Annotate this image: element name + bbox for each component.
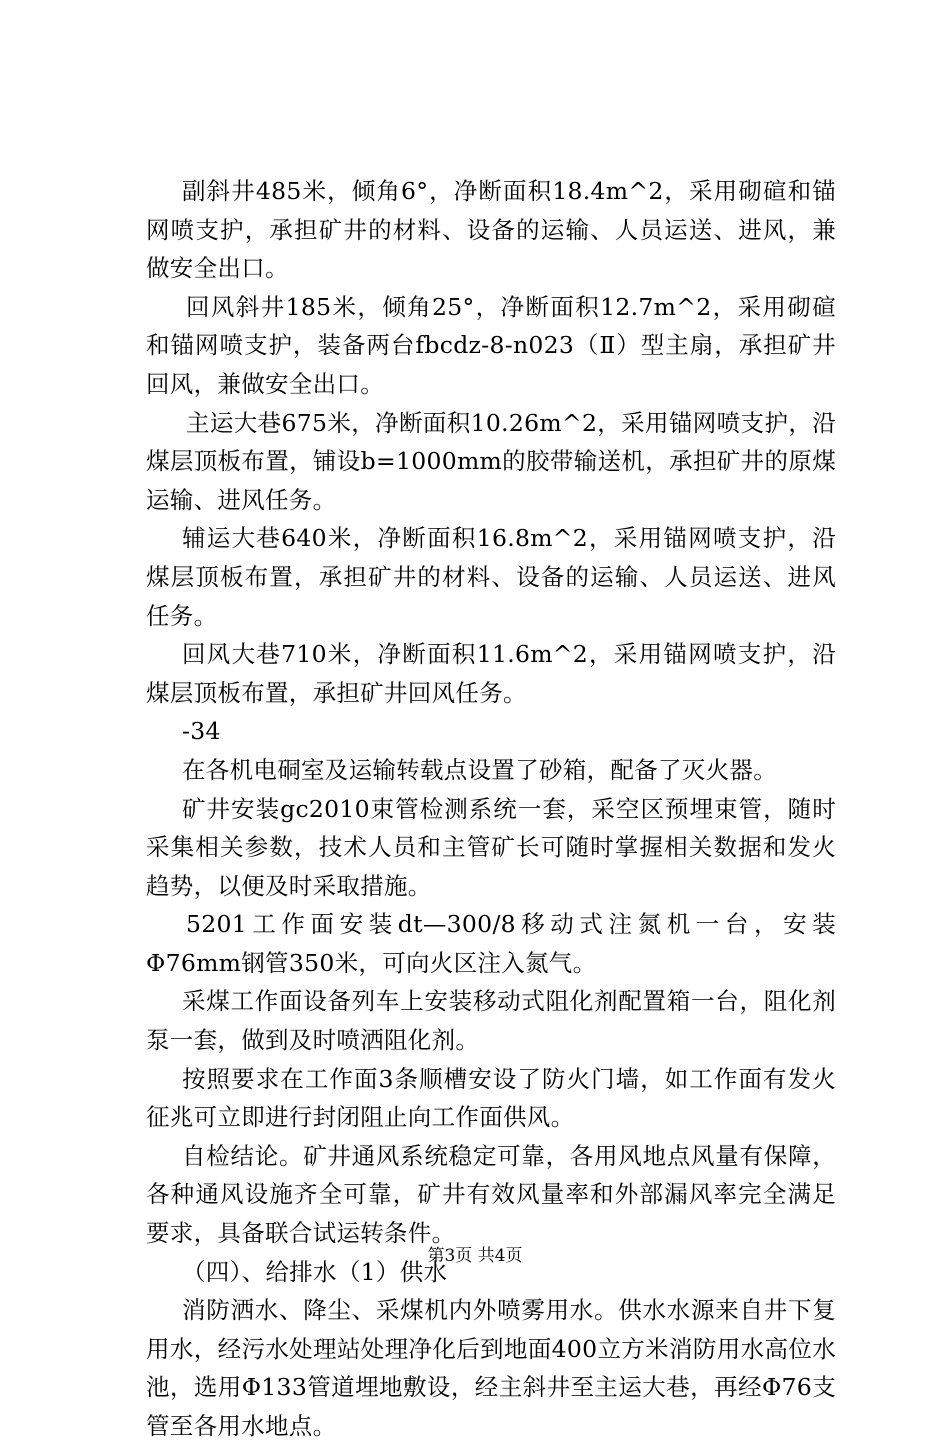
paragraph-main-transport-roadway: 主运大巷675米，净断面积10.26m^2，采用锚网喷支护，沿煤层顶板布置，铺设b=1000mm的胶带输送机，承担矿井的原煤运输、进风任务。 bbox=[146, 408, 836, 514]
paragraph-self-check-conclusion: 自检结论。矿井通风系统稳定可靠，各用风地点风量有保障，各种通风设施齐全可靠，矿井有效风量率和外部漏风率完全满足要求，具备联合试运转条件。 bbox=[146, 1141, 836, 1248]
paragraph-sand-boxes: 在各机电硐室及运输转载点设置了砂箱，配备了灭火器。 bbox=[182, 755, 777, 784]
paragraph-return-air-incline-shaft: 回风斜井185米，倾角25°，净断面积12.7m^2，采用砌碹和锚网喷支护，装备两台fbcdz-8-n023（Ⅱ）型主扇，承担矿井回风，兼做安全出口。 bbox=[146, 292, 836, 398]
paragraph-return-air-roadway: 回风大巷710米，净断面积11.6m^2，采用锚网喷支护，沿煤层顶板布置，承担矿井回风任务。 bbox=[146, 640, 836, 707]
paragraph-fragment: -34 bbox=[182, 717, 221, 746]
paragraph-auxiliary-incline-shaft: 副斜井485米，倾角6°，净断面积18.4m^2，采用砌碹和锚网喷支护，承担矿井的材料、设备的运输、人员运送、进风，兼做安全出口。 bbox=[146, 177, 836, 283]
paragraph-beam-tube-monitoring: 矿井安装gc2010束管检测系统一套，采空区预埋束管，随时采集相关参数，技术人员和主管矿长可随时掌握相关数据和发火趋势，以便及时采取措施。 bbox=[146, 794, 836, 900]
paragraph-auxiliary-transport-roadway: 辅运大巷640米，净断面积16.8m^2，采用锚网喷支护，沿煤层顶板布置，承担矿井的材料、设备的运输、人员运送、进风任务。 bbox=[146, 524, 836, 630]
paragraph-water-supply: 消防洒水、降尘、采煤机内外喷雾用水。供水水源来自井下复用水，经污水处理站处理净化后到地面400立方米消防用水高位水池，选用Φ133管道埋地敷设，经主斜井至主运大巷，再经Φ76支管至各用水地点。 bbox=[146, 1296, 836, 1440]
page-number-footer: 第3页 共4页 bbox=[427, 1246, 523, 1266]
paragraph-nitrogen-injection: 5201工作面安装dt—300/8移动式注氮机一台，安装Φ76mm钢管350米，可向火区注入氮气。 bbox=[146, 910, 836, 977]
paragraph-inhibitor-box: 采煤工作面设备列车上安装移动式阻化剂配置箱一台，阻化剂泵一套，做到及时喷洒阻化剂。 bbox=[146, 987, 836, 1055]
paragraph-fire-door-walls: 按照要求在工作面3条顺槽安设了防火门墙，如工作面有发火征兆可立即进行封闭阻止向工作面供风。 bbox=[146, 1064, 836, 1132]
section-heading-water-supply: （四）、给排水（1）供水 bbox=[182, 1257, 448, 1286]
